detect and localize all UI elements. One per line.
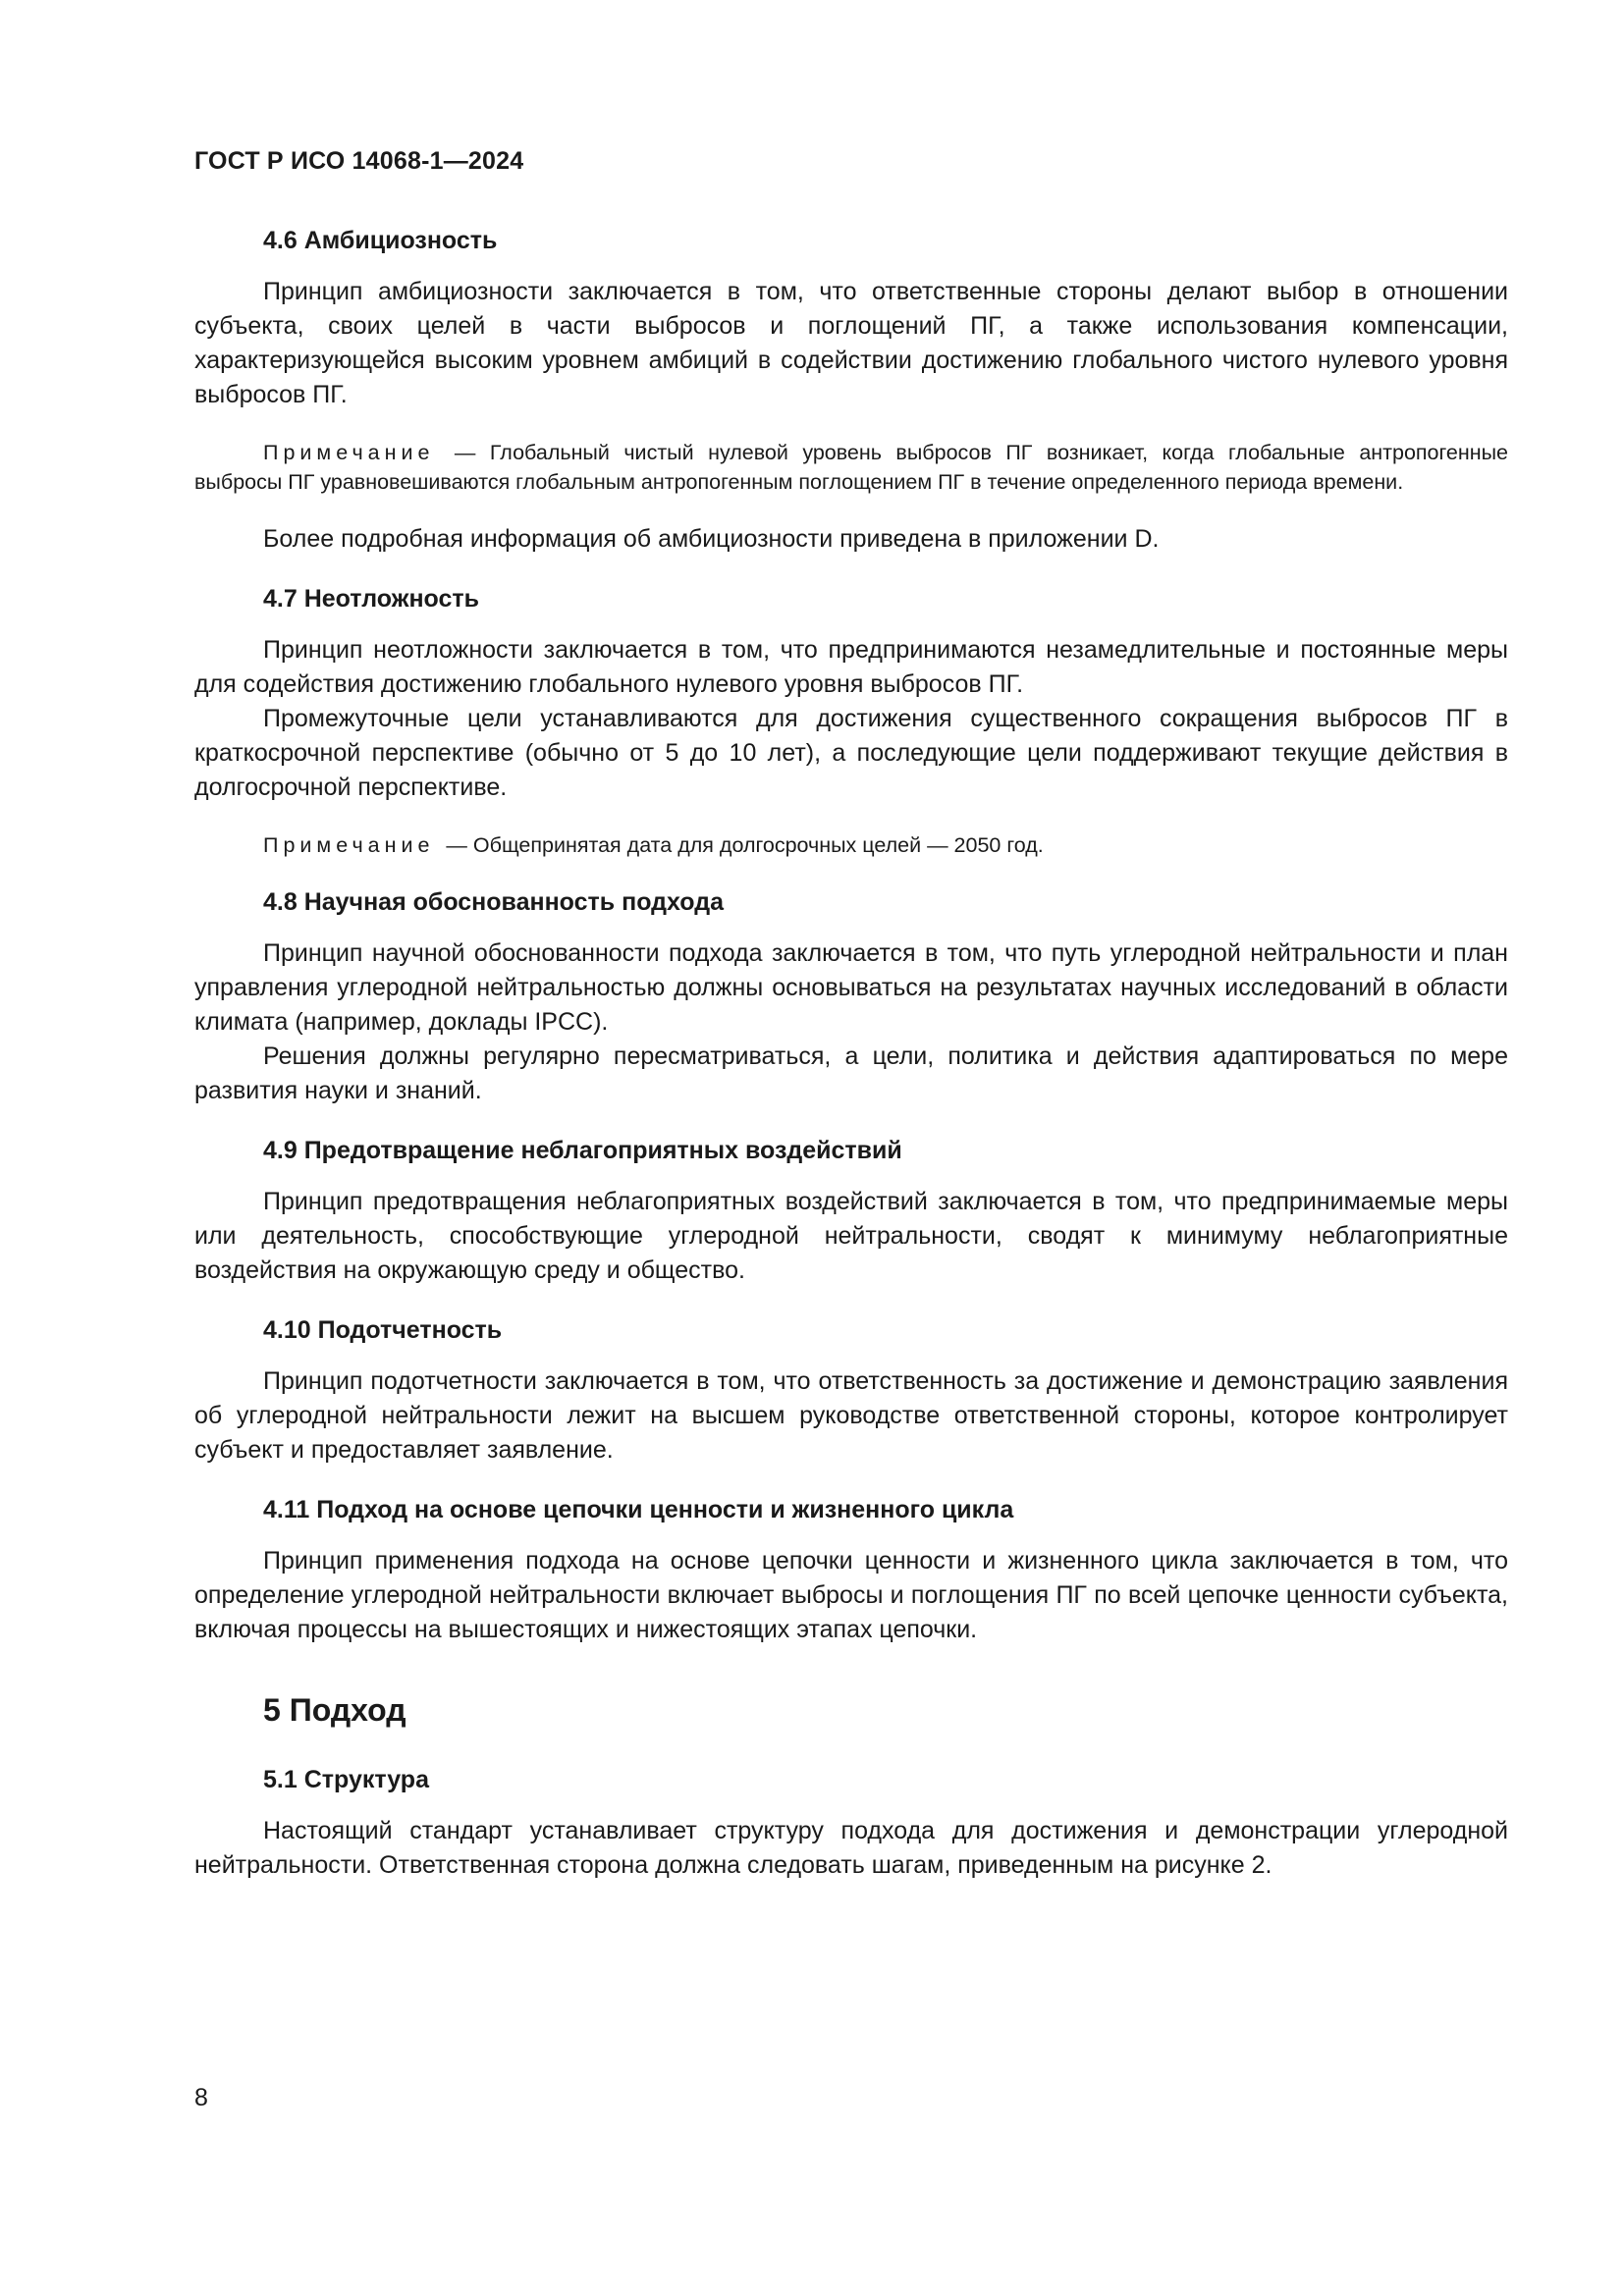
note-label: Примечание [263, 441, 435, 464]
section-4-6-note [194, 438, 1508, 497]
section-4-11-title: 4.11 Подход на основе цепочки ценности и жизненного цикла [263, 1496, 1014, 1523]
section-5-title: 5 Подход [263, 1692, 406, 1728]
document-code-header: ГОСТ Р ИСО 14068-1—2024 [194, 147, 524, 175]
section-4-10-title: 4.10 Подотчетность [263, 1316, 503, 1344]
section-4-6-paragraph-1: Принцип амбициозности заключается в том, что ответственные стороны делают выбор в отношении субъекта, своих целей в части выбросов и поглощений ПГ, а также использования компенсации, характеризующейся высоким уровнем амбиций в содействии достижению глобального чистого нулевого уровня выбросов ПГ. [194, 278, 1508, 408]
section-4-8-paragraph-2: Решения должны регулярно пересматриваться, а цели, политика и действия адаптироваться по мере развития науки и знаний. [194, 1042, 1508, 1104]
section-4-7-title: 4.7 Неотложность [263, 585, 479, 613]
page-number: 8 [194, 2084, 208, 2111]
section-4-7-note [194, 830, 1508, 860]
section-5-1-paragraph-1: Настоящий стандарт устанавливает структуру подхода для достижения и демонстрации углеродной нейтральности. Ответственная сторона должна следовать шагам, приведенным на рисунке 2. [194, 1817, 1508, 1879]
section-4-6-paragraph-2: Более подробная информация об амбициозности приведена в приложении D. [263, 525, 1160, 553]
section-4-8-paragraph-1: Принцип научной обоснованности подхода заключается в том, что путь углеродной нейтральности и план управления углеродной нейтральностью должны основываться на результатах научных исследований в области климата (например, доклады IPCC). [194, 939, 1508, 1036]
section-4-8-title: 4.8 Научная обоснованность подхода [263, 888, 724, 916]
section-4-7-paragraph-1: Принцип неотложности заключается в том, что предпринимаются незамедлительные и постоянные меры для содействия достижению глобального нулевого уровня выбросов ПГ. [194, 636, 1508, 698]
section-4-9-paragraph-1: Принцип предотвращения неблагоприятных воздействий заключается в том, что предпринимаемые меры или деятельность, способствующие углеродной нейтральности, сводят к минимуму неблагоприятные воздействия на окружающую среду и общество. [194, 1188, 1508, 1284]
section-4-11-paragraph-1: Принцип применения подхода на основе цепочки ценности и жизненного цикла заключается в том, что определение углеродной нейтральности включает выбросы и поглощения ПГ по всей цепочке ценности субъекта, включая процессы на вышестоящих и нижестоящих этапах цепочки. [194, 1547, 1508, 1643]
section-4-7-paragraph-2: Промежуточные цели устанавливаются для достижения существенного сокращения выбросов ПГ в краткосрочной перспективе (обычно от 5 до 10 лет), а последующие цели поддерживают текущие действия в долгосрочной перспективе. [194, 705, 1508, 801]
section-5-1-title: 5.1 Структура [263, 1766, 429, 1793]
note-text: — Общепринятая дата для долгосрочных целей — 2050 год. [440, 833, 1044, 857]
note-label: Примечание [263, 833, 435, 857]
section-4-9-title: 4.9 Предотвращение неблагоприятных воздействий [263, 1137, 902, 1164]
note-text: — Глобальный чистый нулевой уровень выбросов ПГ возникает, когда глобальные антропогенные выбросы ПГ уравновешиваются глобальным антропогенным поглощением ПГ в течение определенного периода времени. [194, 441, 1508, 494]
section-4-10-paragraph-1: Принцип подотчетности заключается в том, что ответственность за достижение и демонстрацию заявления об углеродной нейтральности лежит на высшем руководстве ответственной стороны, которое контролирует субъект и предоставляет заявление. [194, 1367, 1508, 1464]
page-content [194, 224, 1508, 1908]
section-4-6-title: 4.6 Амбициозность [263, 227, 498, 254]
